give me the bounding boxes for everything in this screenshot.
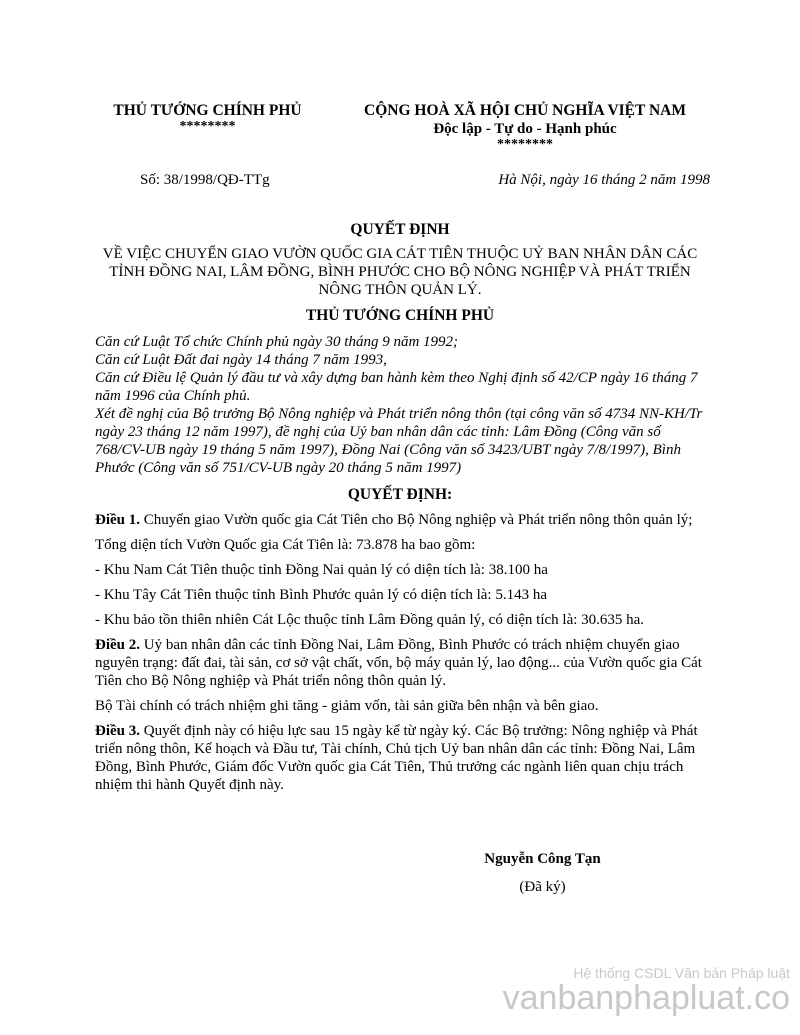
article-3-text: Quyết định này có hiệu lực sau 15 ngày kể từ ngày ký. Các Bộ trưởng: Nông nghiệp và Phát triển nông thôn, Kế hoạch và Đầu tư, Tài chính, Chủ tịch Uỷ ban nhân dân các tỉnh: Đồng Nai, Lâm Đồng, Bình Phước, Giám đốc Vườn quốc gia Cát Tiên, Thủ trưởng các ngành liên quan chịu trách nhiệm thi hành Quyết định này.	[95, 723, 698, 793]
article-2	[95, 636, 710, 690]
document-title: QUYẾT ĐỊNH	[350, 221, 450, 238]
country-name: CỘNG HOÀ XÃ HỘI CHỦ NGHĨA VIỆT NAM	[364, 102, 686, 119]
authority-heading: THỦ TƯỚNG CHÍNH PHỦ	[305, 307, 495, 324]
issuer-header	[95, 102, 320, 134]
zone-item: - Khu Tây Cát Tiên thuộc tỉnh Bình Phước quản lý có diện tích là: 5.143 ha	[95, 587, 547, 603]
zone-item: - Khu Nam Cát Tiên thuộc tỉnh Đồng Nai quản lý có diện tích là: 38.100 ha	[95, 562, 548, 578]
total-area: Tổng diện tích Vườn Quốc gia Cát Tiên là: 73.878 ha bao gồm:	[95, 537, 476, 553]
issuer-name: THỦ TƯỚNG CHÍNH PHỦ	[113, 102, 302, 119]
basis-item: Căn cứ Điều lệ Quản lý đầu tư và xây dựng ban hành kèm theo Nghị định số 42/CP ngày 16 tháng 7 năm 1996 của Chính phủ.	[95, 370, 698, 404]
article-1-text: Chuyển giao Vườn quốc gia Cát Tiên cho Bộ Nông nghiệp và Phát triển nông thôn quản lý;	[140, 512, 693, 528]
basis-item: Căn cứ Luật Tổ chức Chính phủ ngày 30 tháng 9 năm 1992;	[95, 334, 459, 350]
national-header	[340, 102, 710, 152]
decision-heading: QUYẾT ĐỊNH:	[347, 486, 453, 503]
signer-name: Nguyễn Công Tạn	[484, 851, 601, 867]
document-subject: VỀ VIỆC CHUYỂN GIAO VƯỜN QUỐC GIA CÁT TIÊN THUỘC UỶ BAN NHÂN DÂN CÁC TỈNH ĐỒNG NAI, LÂM ĐỒNG, BÌNH PHƯỚC CHO BỘ NÔNG NGHIỆP VÀ PHÁT TRIỂN NÔNG THÔN QUẢN LÝ.	[102, 246, 698, 298]
document-number: Số: 38/1998/QĐ-TTg	[140, 172, 270, 188]
basis-item: Xét đề nghị của Bộ trưởng Bộ Nông nghiệp và Phát triển nông thôn (tại công văn số 4734 NN-KH/Tr ngày 23 tháng 12 năm 1997), đề nghị của Uỷ ban nhân dân các tỉnh: Lâm Đồng (Công văn số 768/CV-UB ngày 19 tháng 5 năm 1997), Đồng Nai (Công văn số 3423/UBT ngày 7/8/1997), Bình Phước (Công văn số 751/CV-UB ngày 20 tháng 5 năm 1997)	[95, 406, 703, 476]
signed-note: (Đã ký)	[519, 879, 566, 895]
article-1	[95, 511, 710, 529]
issuer-stars: ********	[179, 119, 236, 134]
basis-item: Căn cứ Luật Đất đai ngày 14 tháng 7 năm 1993,	[95, 352, 387, 368]
watermark-site: vanbanphapluat.co	[502, 979, 790, 1017]
watermark-line-1: Hệ thống CSDL Văn bản Pháp luật	[573, 965, 790, 981]
article-2-label: Điều 2.	[95, 637, 140, 653]
legal-basis	[95, 333, 705, 477]
article-2-text: Uỷ ban nhân dân các tỉnh Đồng Nai, Lâm Đồng, Bình Phước có trách nhiệm chuyển giao nguyên trạng: đất đai, tài sản, cơ sở vật chất, vốn, bộ máy quản lý, lao động... của Vườn quốc gia Cát Tiên cho Bộ Nông nghiệp và Phát triển nông thôn quản lý.	[95, 637, 702, 689]
finance-clause: Bộ Tài chính có trách nhiệm ghi tăng - giảm vốn, tài sản giữa bên nhận và bên giao.	[95, 698, 599, 714]
zone-item: - Khu bảo tồn thiên nhiên Cát Lộc thuộc tỉnh Lâm Đồng quản lý, có diện tích là: 30.635 ha.	[95, 612, 645, 628]
document-date: Hà Nội, ngày 16 tháng 2 năm 1998	[498, 172, 710, 188]
article-1-label: Điều 1.	[95, 512, 140, 528]
national-motto: Độc lập - Tự do - Hạnh phúc	[433, 121, 617, 137]
article-3-label: Điều 3.	[95, 723, 140, 739]
article-3	[95, 722, 710, 794]
motto-stars: ********	[497, 137, 553, 152]
decision-body	[95, 511, 710, 801]
